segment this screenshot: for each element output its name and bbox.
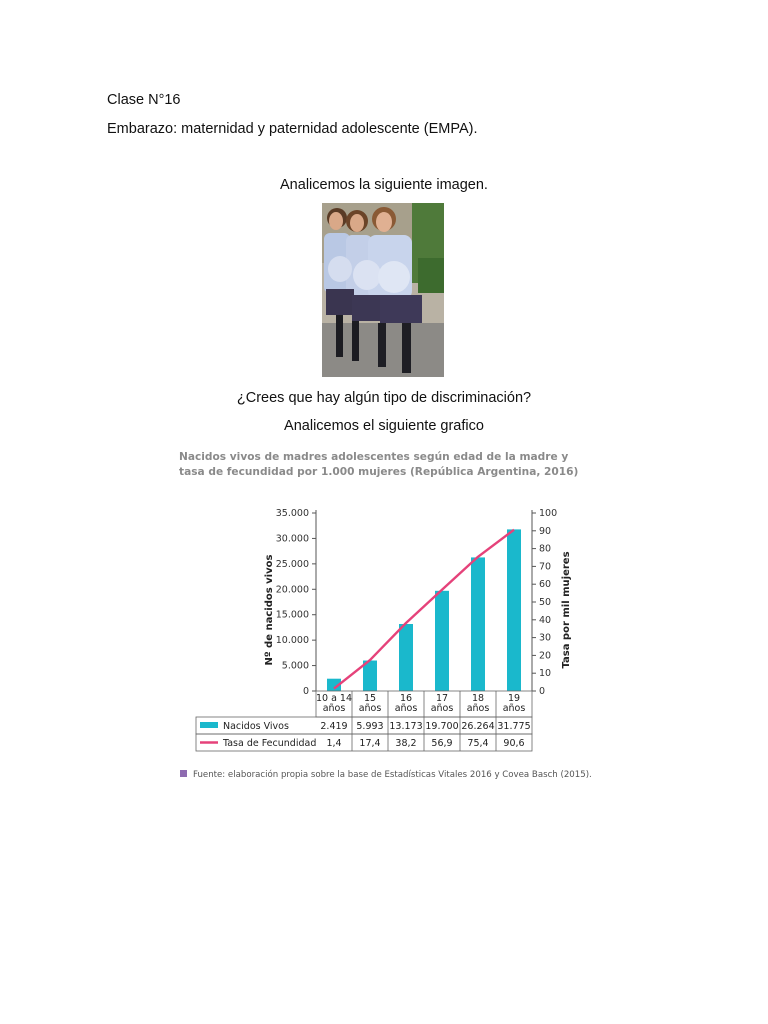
source-text: Fuente: elaboración propia sobre la base de Estadísticas Vitales 2016 y Covea Basch (2015). [193, 770, 592, 780]
data-label: 19.700 [425, 721, 459, 732]
right-y-tick-label: 50 [539, 597, 552, 608]
data-label: 75,4 [467, 738, 489, 749]
right-y-tick-label: 30 [539, 632, 552, 644]
bar-nacidos-vivos [435, 591, 449, 691]
chart-prompt: Analicemos el siguiente grafico [284, 418, 484, 434]
chart-title: Nacidos vivos de madres adolescentes según edad de la madre y tasa de fecundidad por 1.000 mujeres (República Argentina, 2016) [179, 451, 579, 478]
left-y-tick-label: 5.000 [281, 660, 309, 672]
category-label: años [430, 703, 454, 714]
data-label: 31.775 [497, 721, 531, 732]
category-label: 18 [471, 693, 485, 704]
left-y-tick-label: 25.000 [275, 558, 309, 570]
data-label: 38,2 [395, 738, 417, 749]
left-y-tick-label: 10.000 [275, 635, 309, 647]
left-y-tick-label: 20.000 [275, 584, 309, 596]
left-y-tick-label: 35.000 [275, 508, 309, 519]
right-y-tick-label: 40 [539, 614, 552, 626]
image-prompt: Analicemos la siguiente imagen. [280, 177, 488, 193]
discrimination-question: ¿Crees que hay algún tipo de discriminación? [236, 390, 532, 406]
data-label: 13.173 [389, 721, 423, 732]
left-y-tick-label: 0 [302, 686, 309, 697]
left-y-tick-label: 30.000 [275, 533, 309, 545]
source-note [180, 770, 592, 780]
data-label: 2.419 [320, 721, 348, 732]
category-label: años [466, 703, 490, 714]
legend-label: Nacidos Vivos [223, 721, 289, 732]
line-tasa-fecundidad [334, 530, 514, 689]
data-label: 90,6 [503, 738, 525, 749]
right-y-tick-label: 90 [539, 525, 552, 537]
data-label: 1,4 [326, 738, 342, 749]
right-y-tick-label: 80 [539, 543, 552, 555]
legend-swatch-bar [200, 722, 218, 728]
data-label: 17,4 [359, 738, 381, 749]
left-y-tick-label: 15.000 [275, 609, 309, 621]
right-y-tick-label: 100 [539, 508, 558, 519]
class-title: Clase N°16 [107, 92, 181, 108]
bar-nacidos-vivos [399, 624, 413, 691]
category-label: 10 a 14 [315, 693, 353, 704]
right-axis-title: Tasa por mil mujeres [561, 551, 572, 669]
bar-nacidos-vivos [471, 557, 485, 691]
category-label: 16 [399, 693, 413, 704]
data-label: 5.993 [356, 721, 384, 732]
source-marker-icon [180, 770, 187, 777]
category-label: años [394, 703, 418, 714]
category-label: 19 [507, 693, 521, 704]
right-y-tick-label: 20 [539, 650, 552, 662]
topic-heading: Embarazo: maternidad y paternidad adolescente (EMPA). [107, 121, 478, 137]
data-label: 26.264 [461, 721, 495, 732]
right-y-tick-label: 10 [539, 668, 552, 680]
category-label: años [502, 703, 526, 714]
right-y-tick-label: 70 [539, 561, 552, 573]
left-axis-title: Nº de nacidos vivos [264, 554, 275, 666]
right-y-tick-label: 0 [539, 686, 546, 697]
category-label: años [322, 703, 346, 714]
bar-nacidos-vivos [507, 529, 521, 691]
right-y-tick-label: 60 [539, 579, 552, 591]
category-label: años [358, 703, 382, 714]
category-label: 17 [435, 693, 449, 704]
chart-layer [196, 508, 572, 751]
data-label: 56,9 [431, 738, 453, 749]
legend-label: Tasa de Fecundidad [223, 738, 317, 749]
category-label: 15 [363, 693, 377, 704]
